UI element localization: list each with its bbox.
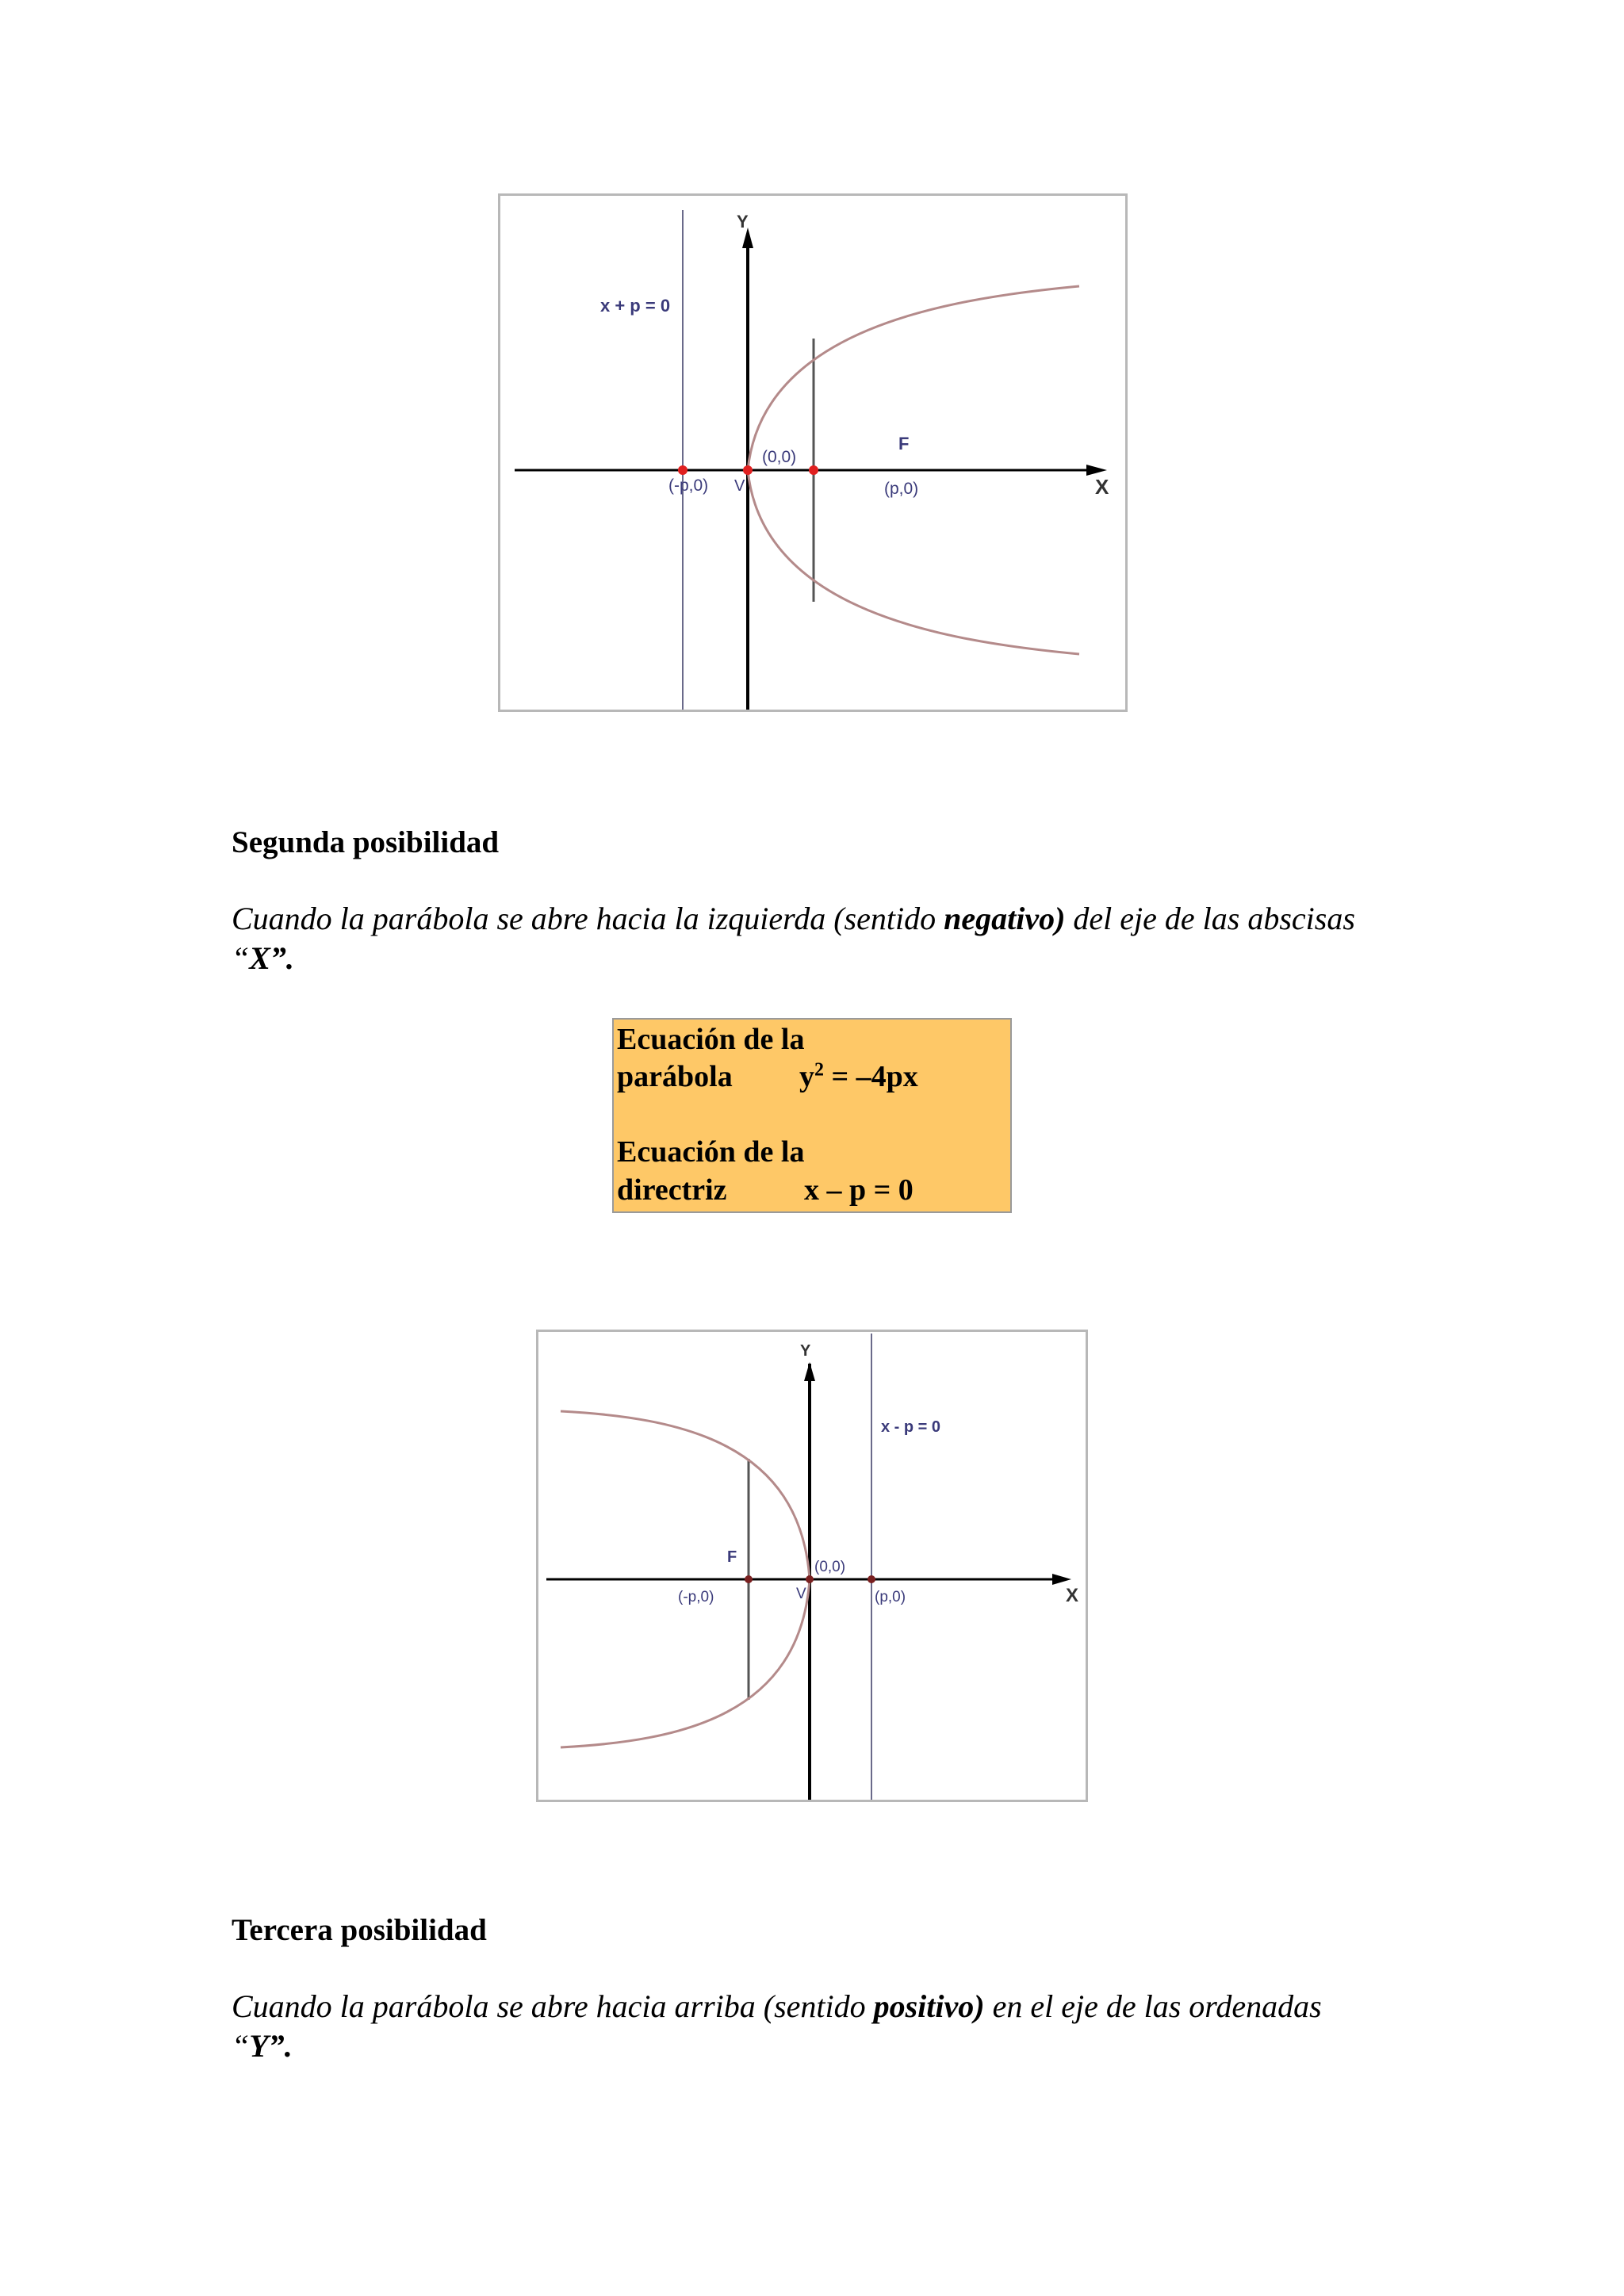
equation-box xyxy=(612,1018,1012,1213)
eq-y: y xyxy=(799,1060,814,1093)
vertex-label: V xyxy=(796,1586,806,1602)
paragraph-text-a: Cuando la parábola se abre hacia la izquierda (sentido xyxy=(232,901,944,936)
eq-line-4-label: directriz xyxy=(617,1173,727,1207)
vertex-label: V xyxy=(734,477,745,495)
eq-line-3: Ecuación de la xyxy=(617,1135,805,1169)
paragraph-bold-y: Y” xyxy=(249,2028,285,2064)
focus-label: F xyxy=(727,1548,737,1566)
eq-line-2-label: parábola xyxy=(617,1060,733,1093)
x-axis-label: X xyxy=(1066,1585,1079,1606)
paragraph-tercera xyxy=(232,1987,1389,2066)
x-axis-arrow xyxy=(1086,465,1107,476)
paragraph-text-a: Cuando la parábola se abre hacia arriba (sentido xyxy=(232,1988,874,2024)
eq-line-1: Ecuación de la xyxy=(617,1023,805,1056)
eq-rest: = –4px xyxy=(824,1060,918,1093)
eq-exponent: 2 xyxy=(814,1059,824,1081)
x-axis-arrow xyxy=(1052,1574,1071,1585)
figure-parabola-right xyxy=(498,193,1128,712)
pos-p-label: (p,0) xyxy=(875,1589,906,1605)
eq-parabola-formula xyxy=(799,1058,918,1096)
paragraph-bold-positivo: positivo) xyxy=(873,1988,985,2024)
paragraph-text-b: del eje de las abscisas “ xyxy=(232,901,1355,976)
parabola-right-diagram xyxy=(500,196,1125,710)
point-neg-p xyxy=(678,465,688,475)
x-axis-label: X xyxy=(1095,475,1109,499)
point-vertex xyxy=(806,1575,814,1583)
figure-parabola-left xyxy=(536,1330,1088,1802)
y-axis-label: Y xyxy=(800,1342,811,1360)
y-axis-label: Y xyxy=(737,212,749,232)
paragraph-bold-negativo: negativo) xyxy=(944,901,1066,936)
directrix-label: x - p = 0 xyxy=(881,1418,941,1436)
y-axis-arrow xyxy=(804,1362,815,1381)
heading-segunda-posibilidad: Segunda posibilidad xyxy=(232,825,500,859)
paragraph-segunda xyxy=(232,899,1389,978)
neg-p-label: (-p,0) xyxy=(678,1589,714,1605)
point-pos-p xyxy=(868,1575,875,1583)
eq-directrix-formula: x – p = 0 xyxy=(804,1173,914,1207)
pos-p-label: (p,0) xyxy=(884,480,919,498)
heading-tercera-posibilidad: Tercera posibilidad xyxy=(232,1913,487,1947)
paragraph-bold-x: X”. xyxy=(249,940,294,976)
point-focus xyxy=(745,1575,753,1583)
parabola-left-diagram xyxy=(538,1332,1086,1800)
paragraph-text-b: en el eje de las ordenadas “ xyxy=(232,1988,1322,2064)
origin-label: (0,0) xyxy=(762,448,797,466)
directrix-label: x + p = 0 xyxy=(600,296,671,316)
origin-label: (0,0) xyxy=(814,1559,846,1575)
paragraph-end: . xyxy=(284,2028,293,2064)
neg-p-label: (-p,0) xyxy=(668,476,709,495)
focus-label: F xyxy=(898,434,910,453)
point-focus xyxy=(809,465,818,475)
point-vertex xyxy=(743,465,753,475)
